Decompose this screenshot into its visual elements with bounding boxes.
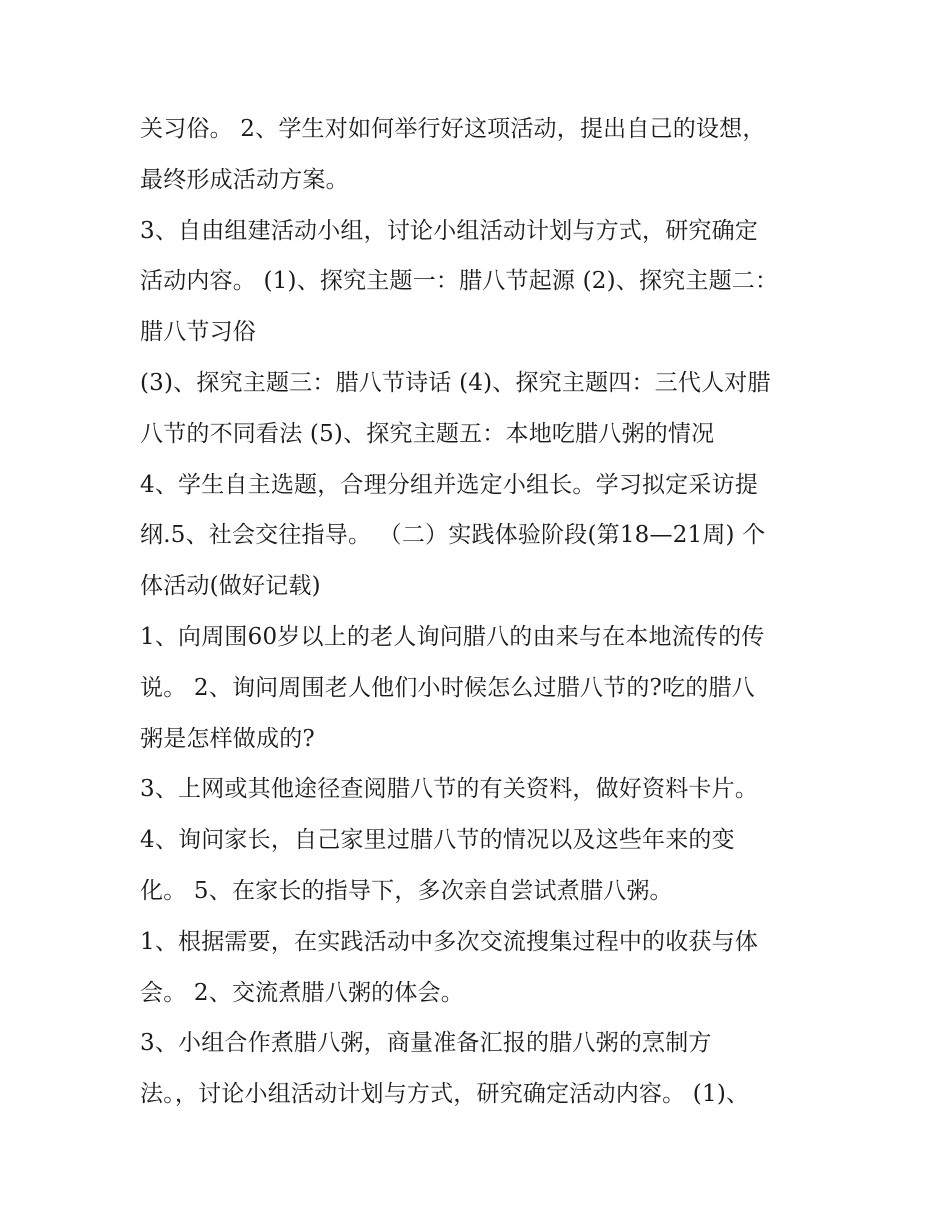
text-line: 3、上网或其他途径查阅腊八节的有关资料，做好资料卡片。 [140, 776, 759, 803]
text-line: 3、小组合作煮腊八粥，商量准备汇报的腊八粥的烹制方 [140, 1030, 712, 1057]
text-line: 4、询问家长，自己家里过腊八节的情况以及这些年来的变 [140, 827, 735, 854]
text-line: (3)、探究主题三：腊八节诗话 (4)、探究主题四：三代人对腊 [140, 369, 771, 396]
text-line: 活动内容。 (1)、探究主题一：腊八节起源 (2)、探究主题二： [140, 268, 779, 295]
text-line: 最终形成活动方案。 [140, 166, 349, 193]
text-line: 化。 5、在家长的指导下，多次亲自尝试煮腊八粥。 [140, 877, 673, 904]
text-line: 1、向周围60岁以上的老人询问腊八的由来与在本地流传的传 [140, 623, 765, 650]
text-line: 八节的不同看法 (5)、探究主题五：本地吃腊八粥的情况 [140, 420, 715, 447]
text-line: 粥是怎样做成的? [140, 725, 315, 752]
body-text [140, 104, 840, 1120]
text-line: 说。 2、询问周围老人他们小时候怎么过腊八节的?吃的腊八 [140, 674, 755, 701]
text-line: 4、学生自主选题，合理分组并选定小组长。学习拟定采访提 [140, 471, 759, 498]
text-line: 腊八节习俗 [140, 319, 256, 346]
text-line: 体活动(做好记载) [140, 573, 321, 600]
text-line: 纲.5、社会交往指导。 （二）实践体验阶段(第18—21周) 个 [140, 522, 766, 549]
text-line: 关习俗。 2、学生对如何举行好这项活动，提出自己的设想， [140, 116, 766, 142]
text-line: 3、自由组建活动小组，讨论小组活动计划与方式，研究确定 [140, 217, 759, 244]
text-line: 会。 2、交流煮腊八粥的体会。 [140, 979, 464, 1006]
text-line: 法。，讨论小组活动计划与方式，研究确定活动内容。 (1)、 [140, 1081, 750, 1108]
text-line: 1、根据需要，在实践活动中多次交流搜集过程中的收获与体 [140, 928, 759, 955]
